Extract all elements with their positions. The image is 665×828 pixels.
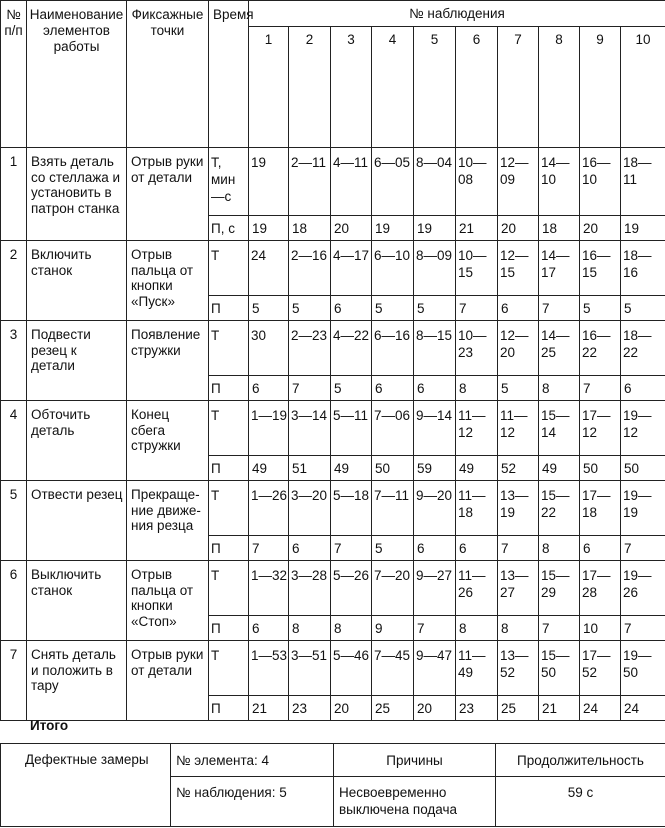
- time-value: 8—09: [414, 241, 456, 296]
- observation-number: 6: [456, 27, 498, 148]
- time-value: 12—15: [498, 241, 539, 296]
- element-name: Снять деталь и положить в тару: [27, 641, 127, 721]
- duration-value: 7: [621, 616, 665, 641]
- defect-observation: № наблюдения: 5: [171, 777, 334, 827]
- time-label-p: П: [209, 296, 249, 321]
- element-name: Обточить деталь: [27, 401, 127, 481]
- duration-value: 19: [249, 216, 289, 241]
- total-label: Итого: [30, 718, 69, 733]
- duration-value: 6: [498, 296, 539, 321]
- duration-value: 25: [372, 696, 414, 721]
- duration-value: 5: [289, 296, 331, 321]
- duration-value: 5: [414, 296, 456, 321]
- duration-value: 5: [580, 296, 621, 321]
- time-value: 7—11: [372, 481, 414, 536]
- defect-table: [0, 743, 665, 827]
- duration-value: 6: [289, 536, 331, 561]
- duration-value: 8: [539, 376, 580, 401]
- duration-value: 49: [539, 456, 580, 481]
- time-value: 19—12: [621, 401, 665, 456]
- time-value: 6—10: [372, 241, 414, 296]
- duration-value: 8: [539, 536, 580, 561]
- duration-value: 18: [289, 216, 331, 241]
- observation-number: 8: [539, 27, 580, 148]
- duration-value: 20: [414, 696, 456, 721]
- fix-point: Появление стружки: [127, 321, 209, 401]
- time-value: 12—09: [498, 148, 539, 216]
- row-number: 3: [1, 321, 27, 401]
- time-value: 10—23: [456, 321, 498, 376]
- duration-value: 5: [372, 296, 414, 321]
- duration-value: 20: [580, 216, 621, 241]
- time-value: 9—27: [414, 561, 456, 616]
- time-value: 17—18: [580, 481, 621, 536]
- observation-number: 5: [414, 27, 456, 148]
- time-value: 17—28: [580, 561, 621, 616]
- time-value: 16—15: [580, 241, 621, 296]
- duration-value: 51: [289, 456, 331, 481]
- time-value: 2—23: [289, 321, 331, 376]
- time-label-t: Т: [209, 241, 249, 296]
- duration-value: 6: [249, 616, 289, 641]
- duration-value: 5: [372, 536, 414, 561]
- time-value: 7—20: [372, 561, 414, 616]
- duration-value: 19: [372, 216, 414, 241]
- time-value: 18—16: [621, 241, 665, 296]
- defect-element: № элемента: 4: [171, 744, 334, 777]
- time-value: 15—22: [539, 481, 580, 536]
- duration-value: 6: [580, 536, 621, 561]
- time-value: 1—53: [249, 641, 289, 696]
- observation-number: 2: [289, 27, 331, 148]
- time-value: 5—46: [331, 641, 372, 696]
- time-value: 11—12: [456, 401, 498, 456]
- time-label-t: Т, мин—с: [209, 148, 249, 216]
- time-value: 2—16: [289, 241, 331, 296]
- duration-value: 7: [331, 536, 372, 561]
- duration-value: 49: [331, 456, 372, 481]
- element-name: Выключить станок: [27, 561, 127, 641]
- time-value: 19—50: [621, 641, 665, 696]
- duration-value: 20: [498, 216, 539, 241]
- element-name: Отвести резец: [27, 481, 127, 561]
- time-value: 1—19: [249, 401, 289, 456]
- time-value: 11—18: [456, 481, 498, 536]
- time-label-t: Т: [209, 561, 249, 616]
- duration-value: 7: [456, 296, 498, 321]
- observation-number: 1: [249, 27, 289, 148]
- fix-point: Конец сбега стружки: [127, 401, 209, 481]
- time-value: 14—10: [539, 148, 580, 216]
- fix-point: Отрыв руки от детали: [127, 641, 209, 721]
- duration-value: 7: [249, 536, 289, 561]
- time-value: 11—12: [498, 401, 539, 456]
- time-value: 18—11: [621, 148, 665, 216]
- duration-value: 6: [414, 376, 456, 401]
- duration-value: 8: [331, 616, 372, 641]
- time-value: 4—22: [331, 321, 372, 376]
- observation-number: 9: [580, 27, 621, 148]
- duration-value: 21: [539, 696, 580, 721]
- time-value: 17—12: [580, 401, 621, 456]
- time-label-t: Т: [209, 321, 249, 376]
- time-value: 1—32: [249, 561, 289, 616]
- time-value: 18—22: [621, 321, 665, 376]
- time-value: 3—20: [289, 481, 331, 536]
- time-value: 16—22: [580, 321, 621, 376]
- time-value: 13—52: [498, 641, 539, 696]
- fix-point: Отрыв пальца от кнопки «Пуск»: [127, 241, 209, 321]
- time-label-t: Т: [209, 401, 249, 456]
- duration-value: 5: [331, 376, 372, 401]
- time-label-p: П: [209, 696, 249, 721]
- row-number: 1: [1, 148, 27, 241]
- duration-value: 5: [621, 296, 665, 321]
- time-label-p: П: [209, 616, 249, 641]
- observation-number: 3: [331, 27, 372, 148]
- time-value: 10—15: [456, 241, 498, 296]
- duration-value: 6: [456, 536, 498, 561]
- time-value: 3—28: [289, 561, 331, 616]
- header-time: Время: [209, 1, 249, 148]
- duration-value: 7: [414, 616, 456, 641]
- time-value: 7—45: [372, 641, 414, 696]
- time-value: 24: [249, 241, 289, 296]
- duration-value: 10: [580, 616, 621, 641]
- time-value: 8—15: [414, 321, 456, 376]
- duration-value: 6: [249, 376, 289, 401]
- duration-value: 18: [539, 216, 580, 241]
- duration-value: 25: [498, 696, 539, 721]
- duration-value: 21: [249, 696, 289, 721]
- row-number: 2: [1, 241, 27, 321]
- defect-reasons-header: Причины: [334, 744, 496, 777]
- time-label-p: П: [209, 536, 249, 561]
- header-fix: Фиксажные точки: [127, 1, 209, 148]
- duration-value: 19: [621, 216, 665, 241]
- duration-value: 49: [249, 456, 289, 481]
- duration-value: 8: [456, 616, 498, 641]
- time-value: 17—52: [580, 641, 621, 696]
- time-value: 6—05: [372, 148, 414, 216]
- defect-reason: Несвоевременно выключена подача: [334, 777, 496, 827]
- time-label-p: П: [209, 376, 249, 401]
- fix-point: Отрыв пальца от кнопки «Стоп»: [127, 561, 209, 641]
- duration-value: 6: [372, 376, 414, 401]
- time-label-p: П: [209, 456, 249, 481]
- time-value: 5—11: [331, 401, 372, 456]
- duration-value: 20: [331, 696, 372, 721]
- duration-value: 21: [456, 216, 498, 241]
- row-number: 5: [1, 481, 27, 561]
- duration-value: 5: [498, 376, 539, 401]
- time-value: 15—50: [539, 641, 580, 696]
- time-label-t: Т: [209, 481, 249, 536]
- row-number: 4: [1, 401, 27, 481]
- duration-value: 7: [289, 376, 331, 401]
- element-name: Подвести резец к детали: [27, 321, 127, 401]
- row-number: 6: [1, 561, 27, 641]
- time-value: 8—04: [414, 148, 456, 216]
- time-value: 1—26: [249, 481, 289, 536]
- time-value: 9—47: [414, 641, 456, 696]
- time-value: 15—14: [539, 401, 580, 456]
- time-value: 5—18: [331, 481, 372, 536]
- time-label-p: П, с: [209, 216, 249, 241]
- duration-value: 7: [498, 536, 539, 561]
- duration-value: 20: [331, 216, 372, 241]
- defect-duration: 59 с: [496, 777, 665, 827]
- time-value: 3—51: [289, 641, 331, 696]
- observation-number: 10: [621, 27, 665, 148]
- duration-value: 6: [331, 296, 372, 321]
- fix-point: Отрыв руки от детали: [127, 148, 209, 241]
- fix-point: Прекраще-ние движе-ния резца: [127, 481, 209, 561]
- header-observation: № наблюдения: [249, 1, 665, 27]
- time-label-t: Т: [209, 641, 249, 696]
- time-value: 30: [249, 321, 289, 376]
- time-value: 4—17: [331, 241, 372, 296]
- duration-value: 50: [372, 456, 414, 481]
- time-value: 19: [249, 148, 289, 216]
- duration-value: 19: [414, 216, 456, 241]
- duration-value: 6: [621, 376, 665, 401]
- time-value: 6—16: [372, 321, 414, 376]
- duration-value: 23: [456, 696, 498, 721]
- time-value: 13—27: [498, 561, 539, 616]
- duration-value: 8: [289, 616, 331, 641]
- duration-value: 59: [414, 456, 456, 481]
- row-number: 7: [1, 641, 27, 721]
- header-num: № п/п: [1, 1, 27, 148]
- duration-value: 8: [456, 376, 498, 401]
- time-value: 12—20: [498, 321, 539, 376]
- time-value: 9—20: [414, 481, 456, 536]
- time-value: 15—29: [539, 561, 580, 616]
- time-value: 11—49: [456, 641, 498, 696]
- time-value: 16—10: [580, 148, 621, 216]
- duration-value: 50: [621, 456, 665, 481]
- duration-value: 52: [498, 456, 539, 481]
- time-value: 9—14: [414, 401, 456, 456]
- duration-value: 7: [580, 376, 621, 401]
- time-value: 2—11: [289, 148, 331, 216]
- time-value: 13—19: [498, 481, 539, 536]
- time-value: 11—26: [456, 561, 498, 616]
- time-value: 10—08: [456, 148, 498, 216]
- duration-value: 24: [580, 696, 621, 721]
- time-value: 19—26: [621, 561, 665, 616]
- time-value: 7—06: [372, 401, 414, 456]
- duration-value: 7: [539, 616, 580, 641]
- defect-title: Дефектные замеры: [1, 744, 171, 827]
- element-name: Включить станок: [27, 241, 127, 321]
- time-value: 19—19: [621, 481, 665, 536]
- observation-number: 7: [498, 27, 539, 148]
- observation-number: 4: [372, 27, 414, 148]
- time-value: 14—25: [539, 321, 580, 376]
- time-value: 14—17: [539, 241, 580, 296]
- time-value: 4—11: [331, 148, 372, 216]
- duration-value: 7: [621, 536, 665, 561]
- header-name: Наименование элементов работы: [27, 1, 127, 148]
- time-value: 3—14: [289, 401, 331, 456]
- defect-duration-header: Продолжительность: [496, 744, 665, 777]
- time-value: 5—26: [331, 561, 372, 616]
- duration-value: 23: [289, 696, 331, 721]
- element-name: Взять деталь со стеллажа и установить в патрон станка: [27, 148, 127, 241]
- duration-value: 9: [372, 616, 414, 641]
- duration-value: 8: [498, 616, 539, 641]
- duration-value: 7: [539, 296, 580, 321]
- duration-value: 6: [414, 536, 456, 561]
- duration-value: 50: [580, 456, 621, 481]
- duration-value: 5: [249, 296, 289, 321]
- duration-value: 24: [621, 696, 665, 721]
- duration-value: 49: [456, 456, 498, 481]
